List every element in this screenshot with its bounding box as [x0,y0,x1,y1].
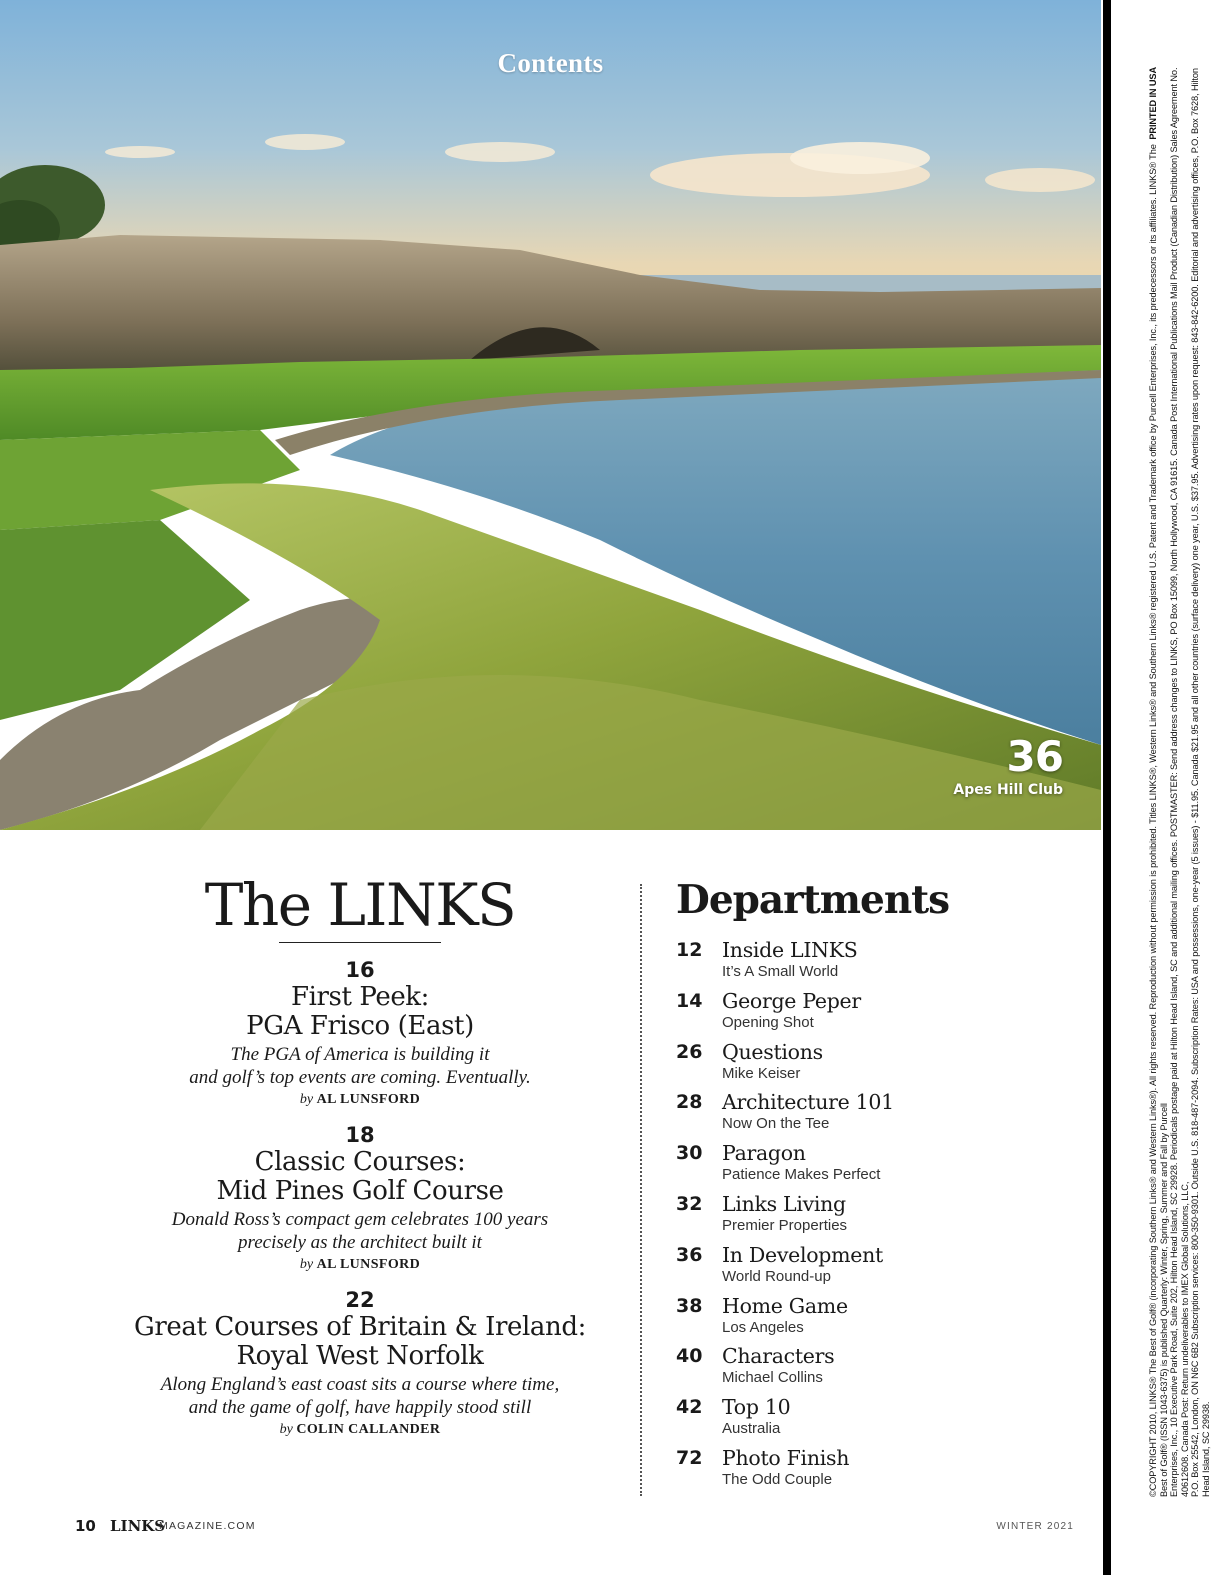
story-page-number: 16 [345,958,375,982]
byline-author: AL LUNSFORD [316,1257,421,1272]
department-item[interactable] [676,1446,1096,1497]
department-page-number: 26 [676,1040,703,1063]
department-subtitle: Michael Collins [722,1369,823,1387]
department-item[interactable] [676,1294,1096,1345]
department-subtitle: Premier Properties [722,1216,848,1234]
department-name: Questions [722,1039,823,1064]
story-dek [110,1373,610,1419]
story-title-line: PGA Frisco (East) [246,1011,474,1041]
column-divider [640,884,642,1496]
title-underline [279,942,441,943]
story-title-line: Great Courses of Britain & Ireland: [134,1312,586,1342]
story-dek-line: Along England’s east coast sits a course where time, [160,1374,560,1395]
department-page-number: 40 [676,1345,703,1368]
department-page-number: 42 [676,1396,703,1419]
byline-author: COLIN CALLANDER [296,1422,441,1437]
department-name: Home Game [722,1293,848,1318]
departments-column [676,874,1096,1497]
department-page-number: 36 [676,1243,703,1266]
department-name: Top 10 [722,1395,791,1420]
feature-page-number[interactable]: 36 [1006,732,1063,781]
story-dek [110,1043,610,1089]
copyright-line-1: ©COPYRIGHT 2010, LINKS® The Best of Golf® (incorporating Southern Links® and Western Links®). All rights reserved. Reproduction without permission is prohibited. Titles LINKS®, Western Links® and Southern Links® registered U.S. Patent and Trademark office by Purcell Enterprises, Inc., its predecessors or its affiliates. LINKS® The Best of Golf® (ISSN 1043-6375) is published Quarterly: Winter, Spring, Summer and Fall by Purcell [1148,144,1169,1497]
department-page-number: 38 [676,1294,703,1317]
story-byline [110,1422,610,1438]
right-edge-rule [1103,0,1111,1575]
department-page-number: 12 [676,939,703,961]
feature-story[interactable] [110,957,610,1108]
story-page-number: 22 [345,1288,375,1312]
golf-course-landscape-image [0,0,1101,830]
story-dek-line: The PGA of America is building it [230,1044,490,1065]
department-name: George Peper [722,988,861,1013]
magazine-domain: MAGAZINE.COM [159,1520,256,1532]
story-dek-line: precisely as the architect built it [238,1232,482,1253]
department-subtitle: Now On the Tee [722,1115,830,1133]
story-dek-line: and golf’s top events are coming. Eventually. [189,1067,531,1088]
department-page-number: 30 [676,1142,703,1165]
story-title [110,1148,610,1206]
departments-title: Departments [676,877,950,923]
story-title [110,1313,610,1371]
story-byline [110,1257,610,1273]
story-title-line: Classic Courses: [254,1147,466,1177]
magazine-name: LINKS [110,1517,166,1535]
feature-story[interactable] [110,1287,610,1438]
byline-author: AL LUNSFORD [316,1092,421,1107]
department-page-number: 28 [676,1091,703,1114]
folio-page-number: 10 [75,1517,96,1535]
department-subtitle: Opening Shot [722,1013,814,1031]
department-subtitle: Mike Keiser [722,1064,801,1082]
department-name: Characters [722,1344,835,1369]
story-dek-line: Donald Ross’s compact gem celebrates 100 years [171,1209,549,1230]
feature-story[interactable] [110,1122,610,1273]
department-item[interactable] [676,1090,1096,1141]
byline-by: by [299,1257,314,1272]
department-subtitle: It’s A Small World [722,963,839,980]
department-subtitle: The Odd Couple [722,1470,833,1488]
department-name: Architecture 101 [722,1090,894,1115]
feature-caption[interactable]: Apes Hill Club [953,782,1063,798]
contents-heading: Contents [497,48,604,78]
department-item[interactable] [676,989,1096,1040]
features-column [110,870,610,1452]
department-name: Inside LINKS [722,938,858,962]
department-item[interactable] [676,1243,1096,1294]
story-title-line: First Peek: [290,982,430,1012]
story-title [110,983,610,1041]
copyright-line-3: P.O. Box 25542, London, ON N6C 6B2 Subscription services: 800-350-9301. Outside U.S. 818-487-2094. Subscription Rates: USA and possessions, one-year (5 issues) - $11.95. Canada $21.95 and all other countries (surface delivery) one year, U.S. $37.95. Advertising rates upon request: 843-842-6200. Editorial and advertising offices, P.O. Box 7628, Hilton Head Island, SC 29938. [1190,68,1211,1497]
department-page-number: 72 [676,1446,703,1469]
hero-photo [0,0,1101,830]
department-name: Paragon [722,1141,806,1166]
department-subtitle: World Round-up [722,1267,831,1285]
department-page-number: 14 [676,989,703,1012]
copyright-line-2: Enterprises, Inc., 10 Executive Park Road, Suite 202, Hilton Head Island, SC 29928. Periodicals postage paid at Hilton Head Island, SC and additional mailing offices. POSTMASTER: Send address changes to LINKS, PO Box 15099, North Hollywood, CA 91615. Canada Post International Publications Mail Product (Canadian Distribution) Sales Agreement No. 40612608. Canada Post: Return undeliverables to IMEX Global Solutions, LLC, [1169,67,1190,1497]
department-subtitle: Australia [722,1420,781,1438]
story-dek [110,1208,610,1254]
story-title-line: Royal West Norfolk [236,1341,484,1371]
features-title: The LINKS [204,871,516,939]
story-title-line: Mid Pines Golf Course [216,1176,504,1206]
department-item[interactable] [676,1141,1096,1192]
department-item[interactable] [676,1395,1096,1446]
department-name: In Development [722,1242,883,1267]
story-page-number: 18 [345,1123,375,1147]
copyright-notice [1148,67,1212,1497]
department-item[interactable] [676,1192,1096,1243]
department-page-number: 32 [676,1192,703,1215]
byline-by: by [299,1092,314,1107]
issue-season: WINTER 2021 [996,1521,1074,1532]
story-byline [110,1092,610,1108]
department-name: Links Living [722,1191,846,1216]
department-item[interactable] [676,1040,1096,1091]
department-subtitle: Patience Makes Perfect [722,1166,881,1184]
department-item[interactable] [676,1344,1096,1395]
byline-by: by [279,1422,293,1437]
department-subtitle: Los Angeles [722,1318,804,1336]
story-dek-line: and the game of golf, have happily stood still [188,1397,532,1418]
department-item[interactable] [676,938,1096,989]
department-name: Photo Finish [722,1445,850,1470]
printed-in-usa: PRINTED IN USA [1148,67,1158,140]
